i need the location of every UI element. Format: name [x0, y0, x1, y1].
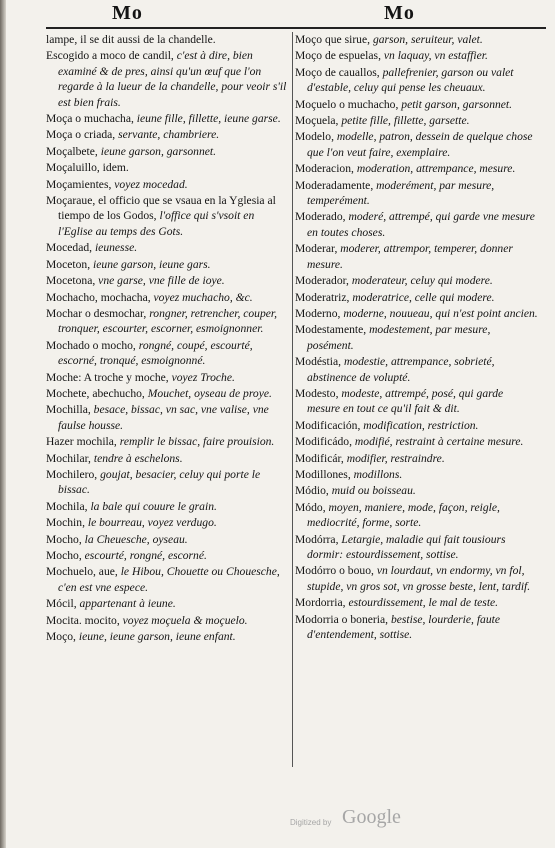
dictionary-entry [295, 178, 539, 209]
entry-term: Moçuela, [295, 114, 339, 128]
entry-gloss: modestie, attrempance, sobrieté, abstinence de volupté. [307, 355, 495, 384]
entry-term: Mocedad, [46, 241, 93, 255]
entry-gloss: muid ou boisseau. [331, 484, 416, 498]
entry-term: Modestamente, [295, 323, 367, 337]
dictionary-entry [295, 241, 539, 272]
entry-gloss: modestement, par mesure, posément. [307, 323, 491, 352]
page-edge [0, 0, 6, 848]
entry-gloss: vne garse, vne fille de ioye. [98, 274, 225, 288]
dictionary-entry [295, 418, 539, 433]
dictionary-entry [295, 209, 539, 240]
dictionary-entry [295, 97, 539, 112]
header-rule [46, 27, 546, 29]
dictionary-entry [295, 532, 539, 563]
right-column [295, 32, 539, 643]
dictionary-entry [46, 499, 290, 514]
entry-term: Modillones, [295, 467, 351, 481]
entry-gloss: moderer, attrempor, temperer, donner mesure. [307, 242, 513, 271]
dictionary-entry [295, 467, 539, 482]
entry-gloss: petit garson, garsonnet. [401, 97, 513, 111]
entry-term: Mochado o mocho, [46, 338, 136, 352]
entry-term: Mochar o desmochar, [46, 306, 147, 320]
digitized-label: Digitized by [290, 818, 332, 827]
entry-term: Modórro o bouo, [295, 564, 374, 578]
entry-term: Módio, [295, 484, 329, 498]
dictionary-entry [46, 515, 290, 530]
dictionary-entry [46, 273, 290, 288]
entry-term: Mócil, [46, 597, 77, 611]
entry-term: Moderacion, [295, 162, 354, 176]
dictionary-entry [295, 32, 539, 47]
dictionary-entry [46, 402, 290, 433]
dictionary-entry [295, 500, 539, 531]
dictionary-entry [46, 48, 290, 110]
entry-gloss: appartenant à ieune. [79, 597, 176, 611]
entry-term: Mochete, abechucho, [46, 386, 145, 400]
entry-gloss: voyez muchacho, &c. [153, 290, 253, 304]
entry-gloss: moderateur, celuy qui modere. [351, 274, 493, 288]
dictionary-entry [46, 177, 290, 192]
entry-term: Moço de espuelas, [295, 49, 381, 63]
entry-gloss: pallefrenier, garson ou valet d'estable, celuy qui pense les cheuaux. [307, 65, 514, 95]
dictionary-entry [295, 306, 539, 321]
dictionary-entry [295, 451, 539, 466]
entry-gloss: moderne, nouueau, qui n'est point ancien. [343, 306, 538, 320]
dictionary-entry [46, 386, 290, 401]
entry-gloss: modelle, patron, dessein de quelque chose que l'on veut faire, exemplaire. [307, 130, 533, 159]
entry-term: Mochilar, [46, 451, 91, 465]
entry-term: Moçalbete, [46, 144, 98, 158]
dictionary-entry [46, 338, 290, 369]
dictionary-entry [46, 548, 290, 563]
entry-gloss: modillons. [353, 467, 403, 481]
entry-term: Mocita. mocito, [46, 613, 120, 627]
entry-term: Mocho, [46, 532, 82, 546]
dictionary-entry [295, 386, 539, 417]
entry-term: Moderar, [295, 242, 338, 256]
entry-gloss: c'est à dire, bien examiné & de pres, ainsi qu'un œuf que l'on regarde à la lueur de la chandelle, pour veoir s'il est bien frais. [58, 49, 287, 109]
dictionary-entry [295, 273, 539, 288]
entry-term: Moço, [46, 630, 76, 644]
dictionary-entry [46, 370, 290, 385]
entry-term: Moça o muchacha, [46, 112, 134, 126]
dictionary-entry [46, 467, 290, 498]
entry-gloss: vn laquay, vn estaffier. [383, 49, 488, 63]
dictionary-entry [46, 613, 290, 628]
entry-term: Moderatriz, [295, 290, 350, 304]
dictionary-entry [46, 111, 290, 126]
entry-term: Mocho, [46, 549, 82, 562]
dictionary-entry [295, 129, 539, 160]
entry-term: lampe, il se dit aussi de la chandelle. [46, 33, 216, 46]
entry-gloss: voyez mocedad. [114, 177, 188, 191]
entry-gloss: remplir le bissac, faire prouision. [119, 435, 275, 449]
entry-term: Moderado, [295, 210, 346, 224]
dictionary-entry [46, 629, 290, 644]
entry-term: Mochilla, [46, 403, 91, 417]
entry-gloss: ieune fille, fillette, ieune garse. [136, 112, 281, 126]
entry-term: Mordorria, [295, 596, 346, 610]
dictionary-entry [295, 595, 539, 610]
dictionary-entry [46, 32, 290, 47]
dictionary-entry [46, 144, 290, 159]
entry-gloss: la bale qui couure le grain. [90, 499, 217, 513]
entry-term: Modéstia, [295, 355, 342, 369]
entry-term: Moçaluillo, idem. [46, 161, 129, 175]
entry-gloss: moderatrice, celle qui modere. [352, 290, 495, 304]
entry-gloss: moderation, attrempance, mesure. [356, 162, 516, 176]
dictionary-entry [295, 354, 539, 385]
running-head-left: Mo [112, 2, 143, 24]
dictionary-entry [295, 290, 539, 305]
entry-term: Moche: A troche y moche, [46, 370, 169, 384]
dictionary-entry [46, 290, 290, 305]
digitized-by-google-watermark [290, 806, 430, 836]
column-divider [292, 32, 293, 767]
entry-gloss: rongné, coupé, escourté, escorné, tronqué, esmoignonné. [58, 338, 253, 368]
entry-gloss: escourté, rongné, escorné. [84, 549, 207, 562]
entry-term: Modorria o boneria, [295, 612, 389, 626]
entry-gloss: modifier, restraindre. [346, 451, 445, 465]
entry-term: Moderadamente, [295, 178, 374, 192]
dictionary-entry [46, 434, 290, 449]
dictionary-entry [46, 193, 290, 239]
entry-gloss: le Hibou, Chouette ou Chouesche, c'en est vne espece. [58, 565, 280, 594]
entry-term: Moderno, [295, 306, 341, 320]
entry-term: Mochuelo, aue, [46, 565, 118, 579]
entry-gloss: la Cheuesche, oyseau. [84, 532, 188, 546]
dictionary-entry [46, 306, 290, 337]
entry-gloss: rongner, retrencher, couper, tronquer, escourter, escorner, esmoignonner. [58, 306, 278, 336]
entry-gloss: modifié, restraint à certaine mesure. [354, 435, 524, 449]
entry-gloss: le bourreau, voyez verdugo. [87, 516, 217, 530]
entry-term: Modesto, [295, 386, 339, 400]
entry-gloss: moderément, par mesure, temperément. [307, 178, 495, 208]
entry-gloss: ieune garson, garsonnet. [100, 144, 217, 158]
entry-term: Modificár, [295, 451, 344, 465]
entry-term: Moçamientes, [46, 177, 112, 191]
dictionary-entry [46, 532, 290, 547]
entry-term: Mocetona, [46, 274, 96, 288]
entry-term: Mochilero, [46, 467, 98, 481]
running-head [46, 2, 546, 28]
running-head-right: Mo [384, 2, 415, 24]
entry-gloss: modification, restriction. [363, 418, 479, 432]
entry-term: Modificación, [295, 418, 361, 432]
left-column [46, 32, 290, 645]
dictionary-entry [295, 113, 539, 128]
dictionary-entry [295, 434, 539, 449]
dictionary-entry [46, 257, 290, 272]
entry-gloss: vn lourdaut, vn endormy, vn fol, stupide, vn gros sot, vn grosse beste, lent, tardif. [307, 564, 531, 593]
entry-term: Mochin, [46, 516, 85, 530]
entry-gloss: besace, bissac, vn sac, vne valise, vne faulse housse. [58, 403, 269, 432]
entry-term: Moçaraue, el officio que se vsaua en la Yglesia al tiempo de los Godos, [46, 194, 276, 223]
entry-gloss: tendre à eschelons. [93, 451, 183, 465]
entry-gloss: l'office qui s'vsoit en l'Eglise au temps des Gots. [58, 209, 255, 238]
dictionary-page [46, 2, 548, 802]
entry-term: Mochacho, mochacha, [46, 290, 151, 304]
entry-term: Hazer mochila, [46, 435, 117, 449]
entry-gloss: Mouchet, oyseau de proye. [147, 386, 272, 400]
entry-gloss: ieune garson, ieune gars. [93, 257, 211, 271]
entry-gloss: servante, chambriere. [118, 128, 220, 142]
dictionary-entry [295, 483, 539, 498]
dictionary-entry [46, 596, 290, 611]
entry-gloss: petite fille, fillette, garsette. [341, 114, 470, 128]
entry-gloss: Letargie, maladie qui fait tousiours dormir: estourdissement, sottise. [307, 532, 506, 561]
dictionary-entry [295, 161, 539, 176]
entry-gloss: ieune, ieune garson, ieune enfant. [78, 630, 236, 644]
dictionary-entry [295, 48, 539, 63]
dictionary-entry [295, 65, 539, 96]
entry-gloss: bestise, lourderie, faute d'entendement, sottise. [307, 612, 501, 642]
google-logo: Google [342, 806, 401, 828]
dictionary-entry [46, 240, 290, 255]
entry-gloss: modeste, attrempé, posé, qui garde mesure en tout ce qu'il fait & dit. [307, 386, 504, 416]
entry-gloss: garson, seruiteur, valet. [372, 33, 483, 46]
entry-gloss: voyez moçuela & moçuelo. [122, 613, 248, 627]
dictionary-entry [46, 564, 290, 595]
entry-gloss: ieunesse. [94, 241, 138, 255]
entry-term: Módo, [295, 500, 326, 514]
entry-term: Moça o criada, [46, 128, 116, 142]
entry-term: Modelo, [295, 130, 334, 144]
entry-term: Modificádo, [295, 435, 352, 449]
entry-term: Moçuelo o muchacho, [295, 97, 399, 111]
entry-gloss: estourdissement, le mal de teste. [348, 596, 499, 610]
dictionary-entry [46, 451, 290, 466]
entry-term: Moceton, [46, 257, 91, 271]
entry-term: Moderador, [295, 274, 349, 288]
entry-gloss: moyen, maniere, mode, façon, reigle, mediocrité, forme, sorte. [307, 500, 500, 530]
dictionary-entry [46, 160, 290, 175]
entry-term: Escogido a moco de candil, [46, 49, 174, 63]
dictionary-entry [295, 612, 539, 643]
entry-term: Moço que sirue, [295, 33, 371, 46]
dictionary-entry [295, 322, 539, 353]
entry-gloss: moderé, attrempé, qui garde vne mesure en toutes choses. [307, 210, 535, 239]
entry-gloss: voyez Troche. [171, 370, 235, 384]
entry-term: Moço de cauallos, [295, 65, 380, 79]
entry-term: Modórra, [295, 532, 339, 546]
dictionary-entry [295, 563, 539, 594]
entry-term: Mochila, [46, 499, 88, 513]
dictionary-entry [46, 127, 290, 142]
entry-gloss: goujat, besacier, celuy qui porte le bissac. [58, 467, 261, 497]
